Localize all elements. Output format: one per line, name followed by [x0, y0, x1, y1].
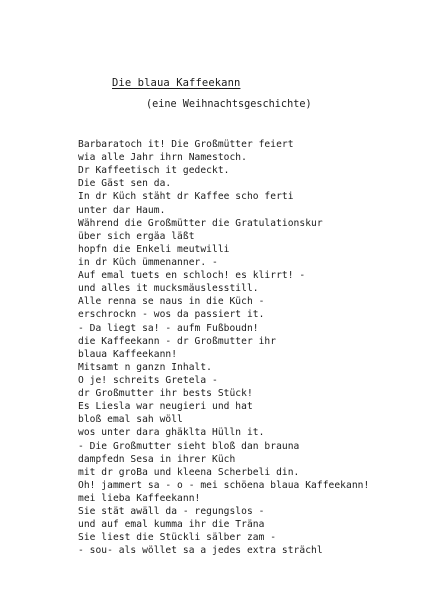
- text-line: O je! schreits Gretela -: [78, 374, 218, 386]
- text-line: erschrockn - wos da passiert it.: [78, 309, 265, 321]
- text-line: die Kaffeekann - dr Großmutter ihr: [78, 335, 277, 347]
- text-line: Es Liesla war neugieri und hat: [78, 401, 253, 413]
- document-subtitle: (eine Weihnachtsgeschichte): [146, 99, 312, 110]
- text-line: und alles it mucksmäuslesstill.: [78, 283, 259, 295]
- story-text: [78, 138, 369, 558]
- text-line: Barbaratoch it! Die Großmütter feiert: [78, 139, 294, 150]
- text-line: Mitsamt n ganzn Inhalt.: [78, 361, 212, 373]
- text-line: in dr Küch ümmenanner. -: [78, 256, 218, 268]
- text-line: - sou- als wöllet sa a jedes extra strächl: [78, 545, 323, 557]
- text-line: Dr Kaffeetisch it gedeckt.: [78, 165, 230, 177]
- text-line: bloß emal sah wöll: [78, 414, 183, 426]
- text-line: hopfn die Enkeli meutwilli: [78, 243, 230, 255]
- text-line: Alle renna se naus in die Küch -: [78, 296, 265, 308]
- text-line: unter dar Haum.: [78, 204, 166, 216]
- text-line: - Die Großmutter sieht bloß dan brauna: [78, 440, 300, 452]
- text-line: mit dr groBa und kleena Scherbeli din.: [78, 466, 300, 478]
- text-line: Während die Großmütter die Gratulationskur: [78, 217, 323, 229]
- text-line: wia alle Jahr ihrn Namestoch.: [78, 152, 247, 164]
- text-line: - Da liegt sa! - aufm Fußboudn!: [78, 322, 259, 334]
- text-line: Auf emal tuets en schloch! es klirrt! -: [78, 270, 306, 282]
- text-line: dr Großmutter ihr bests Stück!: [78, 388, 253, 400]
- text-line: und auf emal kumma ihr die Träna: [78, 519, 265, 531]
- text-line: mei lieba Kaffeekann!: [78, 492, 201, 504]
- text-line: blaua Kaffeekann!: [78, 348, 178, 360]
- text-line: Die Gäst sen da.: [78, 178, 172, 190]
- text-line: dampfedn Sesa in ihrer Küch: [78, 453, 236, 465]
- text-line: In dr Küch stäht dr Kaffee scho ferti: [78, 191, 294, 203]
- text-line: Sie liest die Stückli sälber zam -: [78, 532, 277, 544]
- text-line: über sich ergäa läßt: [78, 230, 195, 242]
- document-title: Die blaua Kaffeekann: [112, 77, 241, 89]
- text-line: Sie stät awäll da - regungslos -: [78, 506, 265, 518]
- text-line: Oh! jammert sa - o - mei schöena blaua Kaffeekann!: [78, 479, 370, 491]
- text-line: wos unter dara ghäklta Hülln it.: [78, 427, 265, 439]
